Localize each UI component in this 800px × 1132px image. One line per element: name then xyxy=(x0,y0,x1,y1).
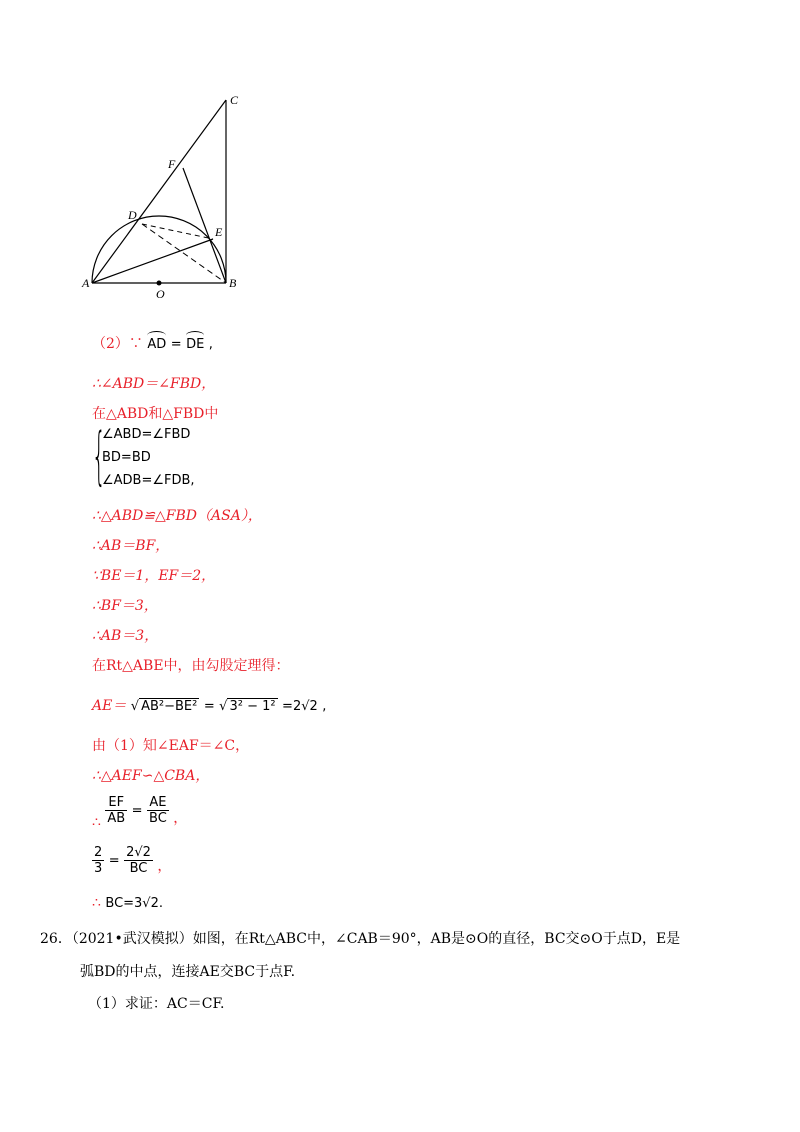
label-o: O xyxy=(156,287,165,300)
frac-num-2: 2 xyxy=(94,845,103,860)
frac-den-3: 3 xyxy=(94,861,103,876)
fraction-ae-bc xyxy=(147,795,169,826)
segment-db-dashed xyxy=(142,224,226,283)
fraction-2-3 xyxy=(92,845,104,876)
figure-svg xyxy=(80,85,250,300)
solution-line-ae xyxy=(92,695,326,715)
semicircle xyxy=(92,216,226,283)
solution-line-pythagoras: 在Rt△ABE中，由勾股定理得： xyxy=(92,658,290,674)
sqrt-sign-1: √ xyxy=(130,699,140,714)
solution-line-part2 xyxy=(92,333,213,353)
segment-ac xyxy=(92,100,226,283)
arc-de: DE xyxy=(186,333,204,352)
ratio-eq: = xyxy=(131,803,143,819)
brace-symbol: { xyxy=(92,419,106,492)
equation-system xyxy=(92,419,292,493)
geometry-figure xyxy=(80,85,250,300)
problem-26-line-1: 26．（2021•武汉模拟）如图，在Rt△ABC中，∠CAB＝90°，AB是⊙O的直径，BC交⊙O于点D，E是 xyxy=(40,931,681,947)
system-row-3: ∠ADB=∠FDB, xyxy=(102,473,195,488)
sqrt-sign-2: √ xyxy=(219,699,228,714)
frac-num-ae: AE xyxy=(147,795,169,811)
label-d: D xyxy=(128,208,137,222)
frac-num-2sqrt2: 2√2 xyxy=(126,845,151,860)
frac-den-ab: AB xyxy=(107,811,126,826)
fraction-2sqrt2-bc xyxy=(124,845,153,876)
sub-comma: ， xyxy=(157,858,172,875)
center-point-o xyxy=(157,281,162,286)
ae-result: =2√2 xyxy=(282,699,318,714)
solution-line-in-triangles: 在△ABD和△FBD中 xyxy=(92,406,219,422)
solution-line-ab-bf: ∴AB＝BF， xyxy=(92,538,170,554)
therefore-symbol-2: ∴ xyxy=(92,895,101,911)
system-row-1: ∠ABD=∠FBD xyxy=(102,427,191,442)
system-row-2: BD=BD xyxy=(102,450,151,465)
arc-comma: , xyxy=(208,337,213,352)
arc-ad: AD xyxy=(147,333,166,352)
label-c: C xyxy=(230,93,239,107)
solution-line-congruent: ∴△ABD≌△FBD（ASA）， xyxy=(92,508,262,524)
solution-line-ratio xyxy=(92,795,187,831)
solution-line-from-part1: 由（1）知∠EAF＝∠C， xyxy=(92,738,250,754)
arc-eq: = xyxy=(170,337,182,352)
label-f: F xyxy=(168,157,176,171)
ae-label: AE＝ xyxy=(92,698,127,714)
frac-den-bc-2: BC xyxy=(129,861,148,876)
ae-radical-1: AB²−BE² xyxy=(141,699,198,714)
sub-eq: = xyxy=(108,853,120,869)
solution-line-substitution xyxy=(92,845,171,876)
fraction-ef-ab xyxy=(105,795,127,826)
problem-26-line-3: （1）求证：AC＝CF. xyxy=(88,996,225,1012)
ae-comma: , xyxy=(322,699,327,714)
frac-num-ef: EF xyxy=(105,795,127,811)
label-e: E xyxy=(215,225,223,239)
ratio-comma: ， xyxy=(173,810,188,827)
solution-line-similar: ∴△AEF∽△CBA， xyxy=(92,768,210,784)
solution-line-angle-eq: ∴∠ABD＝∠FBD， xyxy=(92,376,216,392)
ae-eq: = xyxy=(203,699,215,714)
frac-den-bc: BC xyxy=(149,811,167,826)
solution-line-be-ef: ∵BE＝1，EF＝2， xyxy=(92,568,216,584)
solution-line-ab: ∴AB＝3， xyxy=(92,628,159,644)
label-b: B xyxy=(229,276,237,290)
problem-26-line-2: 弧BD的中点，连接AE交BC于点F. xyxy=(80,964,296,980)
ae-radical-2: 3² − 1² xyxy=(229,699,276,714)
solution-line-bf: ∴BF＝3， xyxy=(92,598,158,614)
therefore-symbol-1: ∴ xyxy=(92,814,101,831)
label-a: A xyxy=(82,276,90,290)
final-answer: BC=3√2. xyxy=(105,896,163,911)
part2-prefix: （2）∵ xyxy=(92,336,143,352)
solution-line-final xyxy=(92,895,163,911)
